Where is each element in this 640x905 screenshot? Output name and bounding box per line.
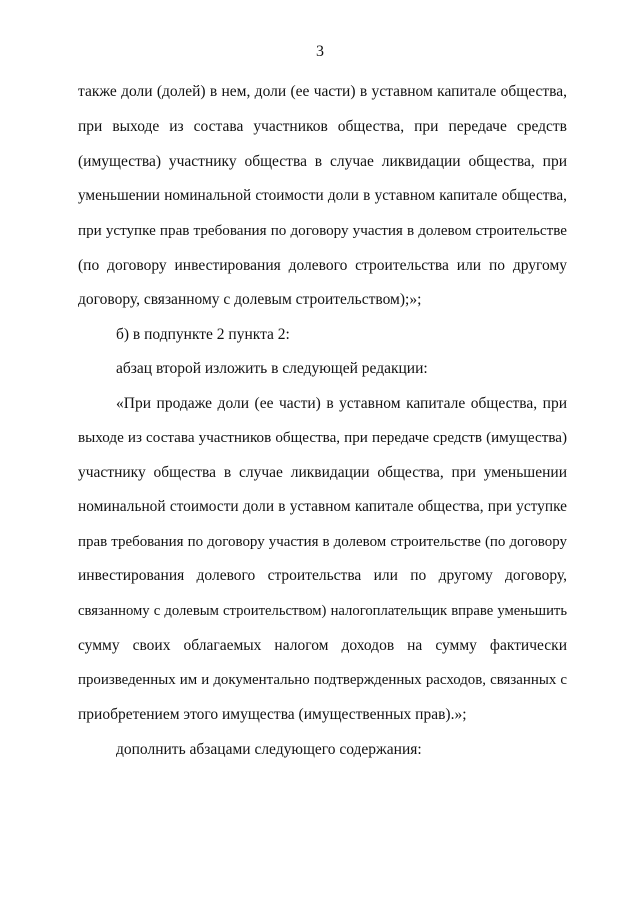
page-number: 3: [316, 43, 324, 60]
text-line: выходе из состава участников общества, при передаче средств (имущества): [78, 430, 567, 446]
text-line: также доли (долей) в нем, доли (ее части) в уставном капитале общества,: [78, 83, 567, 100]
text-line: приобретением этого имущества (имущественных прав).»;: [78, 706, 467, 723]
text-line: дополнить абзацами следующего содержания:: [116, 741, 422, 758]
text-line: номинальной стоимости доли в уставном капитале общества, при уступке: [78, 498, 567, 515]
text-line: связанному с долевым строительством) налогоплательщик вправе уменьшить: [78, 603, 567, 619]
text-line: прав требования по договору участия в долевом строительстве (по договору: [78, 534, 567, 550]
text-line: (имущества) участнику общества в случае ликвидации общества, при: [78, 153, 567, 170]
text-line: участнику общества в случае ликвидации общества, при уменьшении: [78, 464, 567, 481]
text-line: уменьшении номинальной стоимости доли в уставном капитале общества,: [78, 187, 567, 204]
text-line: при уступке прав требования по договору участия в долевом строительстве: [78, 223, 567, 239]
text-line: договору, связанному с долевым строительством);»;: [78, 291, 422, 308]
text-line: сумму своих облагаемых налогом доходов на сумму фактически: [78, 637, 567, 654]
text-line: (по договору инвестирования долевого строительства или по другому: [78, 257, 567, 274]
text-line: инвестирования долевого строительства или по другому договору,: [78, 567, 567, 584]
text-line: произведенных им и документально подтвержденных расходов, связанных с: [78, 672, 567, 688]
text-line: при выходе из состава участников общества, при передаче средств: [78, 118, 567, 135]
text-line: «При продаже доли (ее части) в уставном капитале общества, при: [116, 395, 567, 412]
text-line: абзац второй изложить в следующей редакции:: [116, 360, 428, 377]
text-line: б) в подпункте 2 пункта 2:: [116, 326, 290, 343]
